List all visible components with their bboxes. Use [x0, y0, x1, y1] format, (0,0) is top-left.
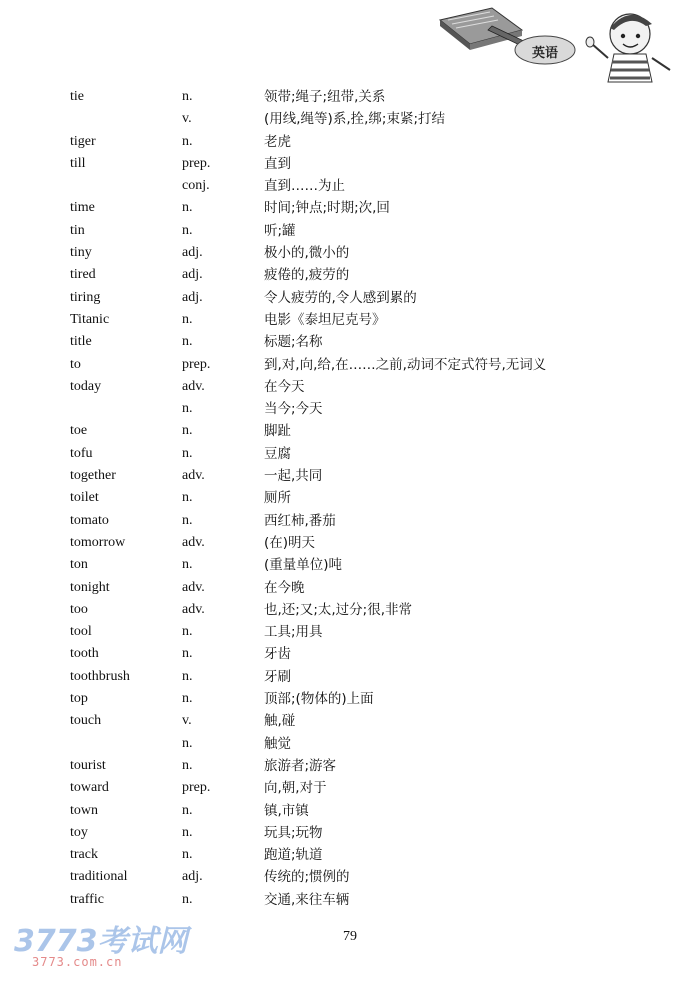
entry-part-of-speech: adj.: [182, 869, 203, 885]
vocabulary-list: [0, 86, 700, 911]
entry-part-of-speech: n.: [182, 891, 193, 907]
entry-word: top: [70, 691, 88, 707]
entry-meaning: 当今;今天: [264, 401, 323, 418]
entry-word: toothbrush: [70, 668, 130, 684]
entry-word: tool: [70, 624, 92, 640]
entry-meaning: 时间;钟点;时期;次,回: [264, 200, 390, 217]
entry-meaning: 触觉: [264, 735, 291, 752]
vocabulary-entry: [0, 287, 700, 309]
entry-meaning: 厕所: [264, 490, 291, 507]
vocabulary-entry: [0, 487, 700, 509]
entry-word: tourist: [70, 757, 106, 773]
vocabulary-entry: [0, 866, 700, 888]
entry-part-of-speech: n.: [182, 490, 193, 506]
entry-meaning: 极小的,微小的: [264, 245, 350, 262]
vocabulary-entry: [0, 197, 700, 219]
entry-meaning: 直到……为止: [264, 178, 345, 195]
entry-word: title: [70, 334, 92, 350]
entry-part-of-speech: n.: [182, 624, 193, 640]
entry-meaning: 工具;用具: [264, 624, 323, 641]
entry-meaning: 牙齿: [264, 646, 291, 663]
entry-meaning: 牙刷: [264, 668, 291, 685]
entry-meaning: 玩具;玩物: [264, 824, 323, 841]
entry-part-of-speech: v.: [182, 111, 192, 127]
entry-meaning: 顶部;(物体的)上面: [264, 691, 374, 708]
entry-word: tie: [70, 89, 84, 104]
entry-meaning: 向,朝,对于: [264, 780, 327, 797]
entry-word: town: [70, 802, 98, 818]
cartoon-boy-icon: [586, 14, 670, 82]
entry-meaning: 旅游者;游客: [264, 757, 337, 774]
vocabulary-entry: [0, 108, 700, 130]
entry-part-of-speech: n.: [182, 735, 193, 751]
entry-meaning: 交通,来往车辆: [264, 891, 350, 908]
entry-word: tiny: [70, 245, 92, 261]
entry-part-of-speech: prep.: [182, 356, 211, 372]
entry-part-of-speech: n.: [182, 668, 193, 684]
entry-word: tooth: [70, 646, 99, 662]
vocabulary-entry: [0, 822, 700, 844]
entry-meaning: 到,对,向,给,在……之前,动词不定式符号,无词义: [264, 356, 547, 373]
vocabulary-entry: [0, 220, 700, 242]
entry-word: toward: [70, 780, 109, 796]
vocabulary-entry: [0, 420, 700, 442]
vocabulary-entry: [0, 175, 700, 197]
entry-word: Titanic: [70, 311, 110, 327]
vocabulary-entry: [0, 621, 700, 643]
vocabulary-entry: [0, 86, 700, 108]
entry-meaning: (重量单位)吨: [264, 557, 343, 574]
vocabulary-entry: [0, 666, 700, 688]
entry-word: tiger: [70, 133, 96, 149]
entry-meaning: 标题;名称: [264, 334, 323, 351]
vocabulary-entry: [0, 688, 700, 710]
entry-meaning: 领带;绳子;纽带,关系: [264, 89, 386, 105]
vocabulary-entry: [0, 443, 700, 465]
vocabulary-entry: [0, 242, 700, 264]
entry-meaning: 镇,市镇: [264, 802, 309, 819]
entry-word: touch: [70, 713, 102, 729]
vocabulary-entry: [0, 309, 700, 331]
entry-word: traffic: [70, 891, 104, 907]
entry-meaning: 触,碰: [264, 713, 296, 730]
entry-part-of-speech: n.: [182, 133, 193, 149]
entry-meaning: 疲倦的,疲劳的: [264, 267, 350, 284]
entry-word: time: [70, 200, 95, 216]
entry-word: tomato: [70, 512, 109, 528]
entry-part-of-speech: conj.: [182, 178, 210, 194]
entry-part-of-speech: adv.: [182, 378, 205, 394]
entry-meaning: 在今晚: [264, 579, 305, 596]
entry-part-of-speech: n.: [182, 89, 193, 104]
vocabulary-entry: [0, 331, 700, 353]
entry-part-of-speech: adj.: [182, 289, 203, 305]
entry-meaning: 老虎: [264, 133, 291, 150]
entry-part-of-speech: n.: [182, 200, 193, 216]
entry-word: tin: [70, 222, 85, 238]
entry-part-of-speech: prep.: [182, 780, 211, 796]
entry-meaning: 令人疲劳的,令人感到累的: [264, 289, 417, 306]
entry-meaning: 一起,共同: [264, 468, 323, 485]
entry-part-of-speech: n.: [182, 646, 193, 662]
entry-part-of-speech: n.: [182, 847, 193, 863]
entry-meaning: 也,还;又;太,过分;很,非常: [264, 601, 413, 618]
vocabulary-entry: [0, 710, 700, 732]
subject-label: 英语: [531, 46, 558, 61]
vocabulary-entry: [0, 800, 700, 822]
vocabulary-entry: [0, 733, 700, 755]
entry-word: to: [70, 356, 81, 372]
entry-part-of-speech: n.: [182, 512, 193, 528]
vocabulary-entry: [0, 777, 700, 799]
entry-meaning: 传统的;惯例的: [264, 869, 350, 886]
vocabulary-entry: [0, 354, 700, 376]
entry-part-of-speech: adv.: [182, 468, 205, 484]
entry-part-of-speech: adv.: [182, 534, 205, 550]
vocabulary-entry: [0, 643, 700, 665]
entry-word: toilet: [70, 490, 99, 506]
watermark-logo: 3773考试网: [14, 924, 188, 959]
entry-word: toy: [70, 824, 88, 840]
entry-part-of-speech: adv.: [182, 579, 205, 595]
entry-word: track: [70, 847, 98, 863]
watermark-url: 3773.com.cn: [32, 955, 123, 969]
entry-part-of-speech: prep.: [182, 155, 211, 171]
vocabulary-entry: [0, 264, 700, 286]
vocabulary-entry: [0, 599, 700, 621]
vocabulary-entry: [0, 376, 700, 398]
vocabulary-entry: [0, 398, 700, 420]
entry-part-of-speech: n.: [182, 222, 193, 238]
entry-meaning: 脚趾: [264, 423, 291, 440]
entry-part-of-speech: v.: [182, 713, 192, 729]
entry-part-of-speech: n.: [182, 691, 193, 707]
vocabulary-entry: [0, 554, 700, 576]
vocabulary-entry: [0, 131, 700, 153]
entry-word: together: [70, 468, 116, 484]
entry-meaning: (用线,绳等)系,拴,绑;束紧;打结: [264, 111, 446, 128]
entry-part-of-speech: n.: [182, 557, 193, 573]
entry-word: tofu: [70, 445, 93, 461]
entry-word: tomorrow: [70, 534, 126, 550]
entry-part-of-speech: n.: [182, 334, 193, 350]
vocabulary-entry: [0, 755, 700, 777]
entry-word: too: [70, 601, 88, 617]
vocabulary-entry: [0, 510, 700, 532]
entry-part-of-speech: n.: [182, 445, 193, 461]
entry-word: ton: [70, 557, 88, 573]
entry-part-of-speech: n.: [182, 757, 193, 773]
page-number: 79: [343, 929, 357, 944]
entry-meaning: 电影《泰坦尼克号》: [264, 311, 386, 328]
entry-part-of-speech: adj.: [182, 267, 203, 283]
entry-meaning: 跑道;轨道: [264, 847, 323, 864]
entry-meaning: 听;罐: [264, 222, 296, 239]
entry-meaning: 西红柿,番茄: [264, 512, 336, 529]
entry-word: traditional: [70, 869, 128, 885]
book-icon: [440, 8, 522, 50]
vocabulary-entry: [0, 532, 700, 554]
entry-word: tired: [70, 267, 96, 283]
entry-meaning: 豆腐: [264, 445, 291, 462]
entry-part-of-speech: n.: [182, 423, 193, 439]
entry-meaning: 在今天: [264, 378, 305, 395]
entry-word: toe: [70, 423, 88, 439]
entry-part-of-speech: n.: [182, 401, 193, 417]
vocabulary-entry: [0, 577, 700, 599]
vocabulary-entry: [0, 153, 700, 175]
entry-part-of-speech: adj.: [182, 245, 203, 261]
entry-part-of-speech: adv.: [182, 601, 205, 617]
entry-part-of-speech: n.: [182, 824, 193, 840]
entry-meaning: (在)明天: [264, 534, 316, 551]
vocabulary-entry: [0, 465, 700, 487]
entry-part-of-speech: n.: [182, 802, 193, 818]
entry-word: tonight: [70, 579, 110, 595]
entry-word: today: [70, 378, 102, 394]
vocabulary-entry: [0, 844, 700, 866]
entry-word: till: [70, 155, 86, 171]
entry-meaning: 直到: [264, 155, 291, 172]
entry-part-of-speech: n.: [182, 311, 193, 327]
entry-word: tiring: [70, 289, 101, 305]
vocabulary-entry: [0, 889, 700, 911]
